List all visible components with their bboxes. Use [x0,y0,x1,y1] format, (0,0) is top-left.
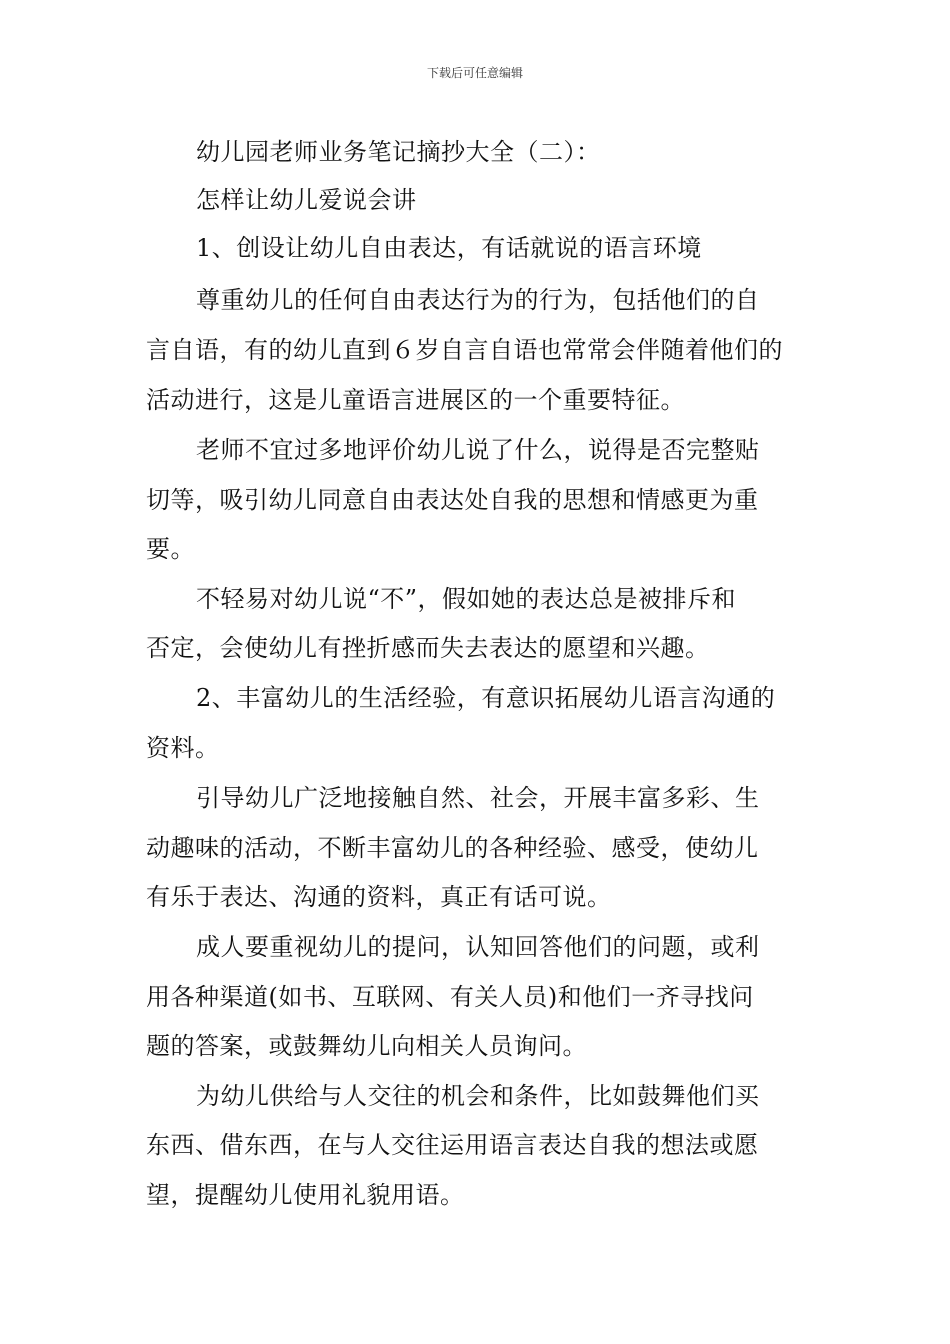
paragraph-line: 题的答案，或鼓舞幼儿向相关人员询问。 [146,1032,587,1060]
paragraph-line: 要。 [146,535,195,563]
paragraph-line: 东西、借东西，在与人交往运用语言表达自我的想法或愿 [146,1131,759,1159]
paragraph-line: 不轻易对幼儿说“不”，假如她的表达总是被排斥和 [196,585,737,613]
paragraph-line: 望，提醒幼儿使用礼貌用语。 [146,1181,465,1209]
section-heading: 怎样让幼儿爱说会讲 [196,186,417,214]
paragraph-line: 用各种渠道(如书、互联网、有关人员)和他们一齐寻找问 [146,983,754,1011]
paragraph-line: 成人要重视幼儿的提问，认知回答他们的问题，或利 [196,933,760,961]
paragraph-line: 为幼儿供给与人交往的机会和条件，比如鼓舞他们买 [196,1082,760,1110]
paragraph-line: 老师不宜过多地评价幼儿说了什么，说得是否完整贴 [196,436,760,464]
page-header: 下载后可任意编辑 [426,66,523,80]
subheading-1: 1、创设让幼儿自由表达，有话就说的语言环境 [196,234,702,262]
paragraph-line: 尊重幼儿的任何自由表达行为的行为，包括他们的自 [196,286,760,314]
paragraph-line: 引导幼儿广泛地接触自然、社会，开展丰富多彩、生 [196,784,760,812]
subheading-2: 2、丰富幼儿的生活经验，有意识拓展幼儿语言沟通的 [196,684,776,712]
paragraph-line: 切等，吸引幼儿同意自由表达处自我的思想和情感更为重 [146,486,759,514]
paragraph-line: 有乐于表达、沟通的资料，真正有话可说。 [146,883,612,911]
paragraph-line: 言自语，有的幼儿直到６岁自言自语也常常会伴随着他们的 [146,336,783,364]
paragraph-line: 活动进行，这是儿童语言进展区的一个重要特征。 [146,386,685,414]
paragraph-line: 否定，会使幼儿有挫折感而失去表达的愿望和兴趣。 [146,634,710,662]
paragraph-line: 动趣味的活动，不断丰富幼儿的各种经验、感受，使幼儿 [146,834,759,862]
document-title: 幼儿园老师业务笔记摘抄大全（二）： [196,138,601,166]
paragraph-line: 资料。 [146,734,220,762]
